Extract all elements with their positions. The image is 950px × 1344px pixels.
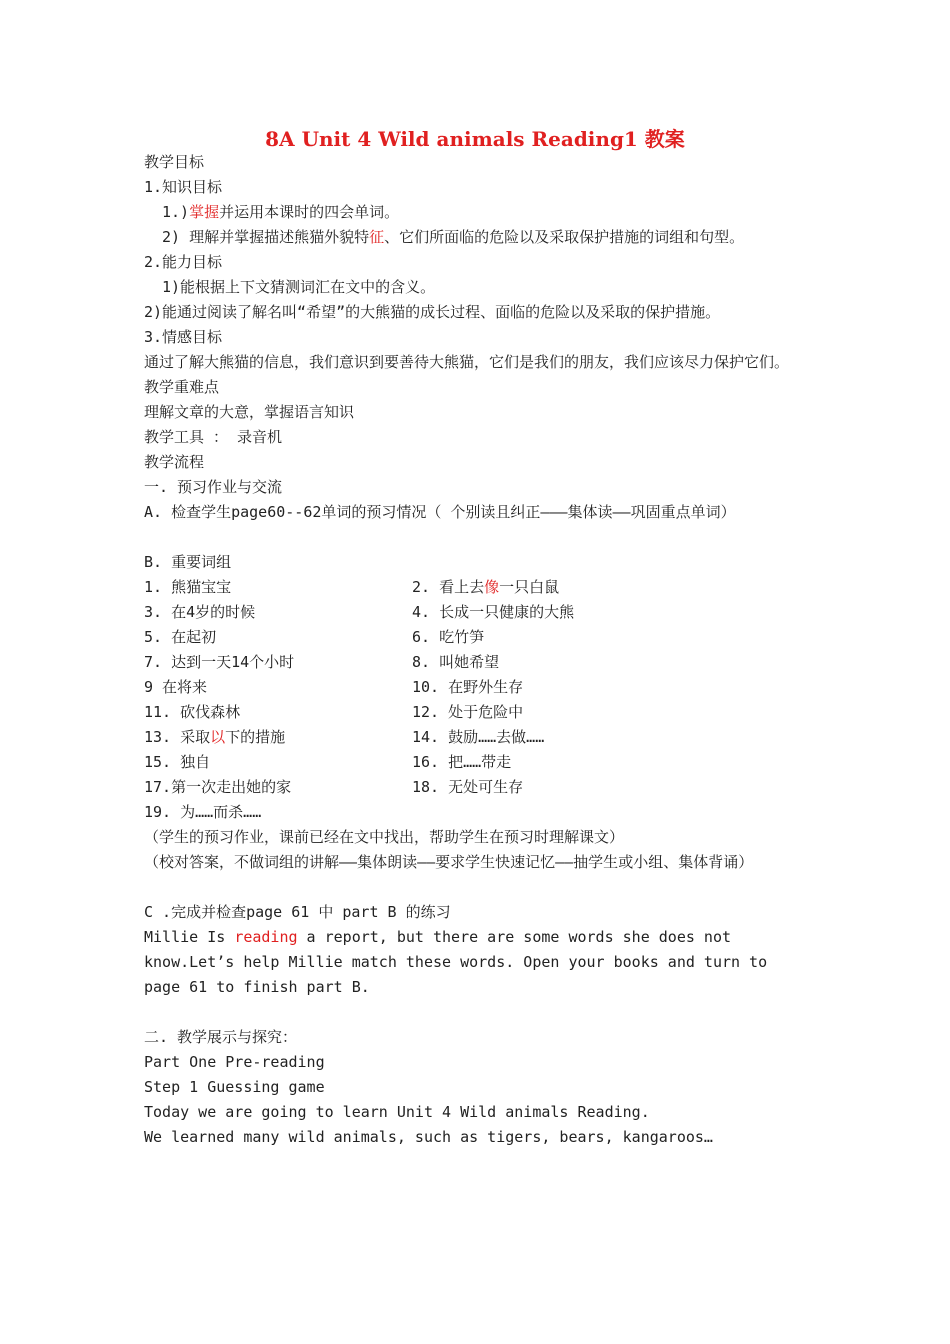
text-part: 13. 采取 [144, 728, 211, 746]
phrase-item: 12. 处于危险中 [412, 703, 524, 721]
phrase-row [144, 575, 804, 600]
step-a: A. 检查学生page60--62单词的预习情况（ 个别读且纠正———集体读——巩固重点单词） [144, 503, 736, 521]
document-title: 8A Unit 4 Wild animals Reading1 教案 [265, 127, 685, 151]
spacer [144, 1000, 804, 1025]
knowledge-goals-heading: 1.知识目标 [144, 178, 223, 196]
step-1-heading: Step 1 Guessing game [144, 1078, 325, 1096]
phrase-item: 1. 熊猫宝宝 [144, 578, 232, 596]
part-one-heading: Part One Pre-reading [144, 1053, 325, 1071]
knowledge-goal-1 [144, 200, 804, 225]
ability-goal-2: 2)能通过阅读了解名叫“希望”的大熊猫的成长过程、面临的危险以及采取的保护措施。 [144, 303, 721, 321]
phrase-item [412, 575, 559, 600]
section-one-heading: 一. 预习作业与交流 [144, 478, 283, 496]
note-check: （校对答案，不做词组的讲解——集体朗读——要求学生快速记忆——抽学生或小组、集体背诵） [144, 853, 754, 871]
text-part: 1.) [162, 203, 190, 221]
phrase-row [144, 775, 804, 800]
text-part: 2) 理解并掌握描述熊猫外貌特 [162, 228, 370, 246]
teaching-tools: 教学工具 ： 录音机 [144, 428, 283, 446]
today-text: Today we are going to learn Unit 4 Wild animals Reading. [144, 1103, 650, 1121]
phrase-item [144, 725, 412, 750]
goals-heading: 教学目标 [144, 153, 205, 171]
phrase-item: 15. 独自 [144, 753, 211, 771]
emotion-goal-text: 通过了解大熊猫的信息，我们意识到要善待大熊猫，它们是我们的朋友，我们应该尽力保护它们。 [144, 353, 790, 371]
phrase-item: 16. 把……带走 [412, 753, 512, 771]
phrase-row [144, 650, 804, 675]
ability-goals-heading: 2.能力目标 [144, 253, 223, 271]
phrase-item: 8. 叫她希望 [412, 653, 500, 671]
step-c: C .完成并检查page 61 中 part B 的练习 [144, 903, 451, 921]
emotion-goals-heading: 3.情感目标 [144, 328, 223, 346]
phrase-item: 10. 在野外生存 [412, 678, 524, 696]
spacer [144, 875, 804, 900]
phrase-item: 7. 达到一天14个小时 [144, 653, 295, 671]
text-part: a report, but there are some words she does not know.Let’s help Millie match these words. Open your books and turn to page 61 to finish part B. [144, 928, 768, 996]
text-part: 、它们所面临的危险以及采取保护措施的词组和句型。 [384, 228, 745, 246]
step-b: B. 重要词组 [144, 553, 232, 571]
ability-goal-1: 1)能根据上下文猜测词汇在文中的含义。 [162, 278, 436, 296]
text-part: 一只白鼠 [499, 578, 560, 596]
millie-paragraph [144, 925, 804, 1000]
text-part: 并运用本课时的四会单词。 [219, 203, 400, 221]
phrase-19: 19. 为……而杀…… [144, 803, 262, 821]
spacer [144, 525, 804, 550]
highlight-text: 像 [484, 578, 500, 596]
phrase-row [144, 725, 804, 750]
phrase-row [144, 700, 804, 725]
highlight-text: 掌握 [189, 203, 220, 221]
phrase-item: 14. 鼓励……去做…… [412, 728, 545, 746]
document-body [144, 150, 804, 1150]
key-points-heading: 教学重难点 [144, 378, 220, 396]
learned-text: We learned many wild animals, such as tigers, bears, kangaroos… [144, 1128, 713, 1146]
note-preview: （学生的预习作业，课前已经在文中找出，帮助学生在预习时理解课文） [144, 828, 625, 846]
phrase-row [144, 600, 804, 625]
highlight-text: 征 [369, 228, 385, 246]
key-points-text: 理解文章的大意，掌握语言知识 [144, 403, 355, 421]
knowledge-goal-2 [144, 225, 804, 250]
text-part: 下的措施 [225, 728, 286, 746]
flow-heading: 教学流程 [144, 453, 205, 471]
phrase-item: 5. 在起初 [144, 628, 217, 646]
text-part: Millie Is [144, 928, 235, 946]
section-two-heading: 二. 教学展示与探究： [144, 1028, 298, 1046]
phrase-item: 4. 长成一只健康的大熊 [412, 603, 575, 621]
phrase-item: 3. 在4岁的时候 [144, 603, 256, 621]
highlight-text: reading [234, 928, 298, 946]
phrase-item: 6. 吃竹笋 [412, 628, 485, 646]
text-part: 2. 看上去 [412, 578, 485, 596]
highlight-text: 以 [210, 728, 226, 746]
phrase-item: 17.第一次走出她的家 [144, 778, 292, 796]
phrase-row [144, 750, 804, 775]
phrase-row [144, 675, 804, 700]
phrase-row [144, 625, 804, 650]
phrase-item: 9 在将来 [144, 678, 208, 696]
phrase-item: 11. 砍伐森林 [144, 703, 241, 721]
phrase-item: 18. 无处可生存 [412, 778, 524, 796]
